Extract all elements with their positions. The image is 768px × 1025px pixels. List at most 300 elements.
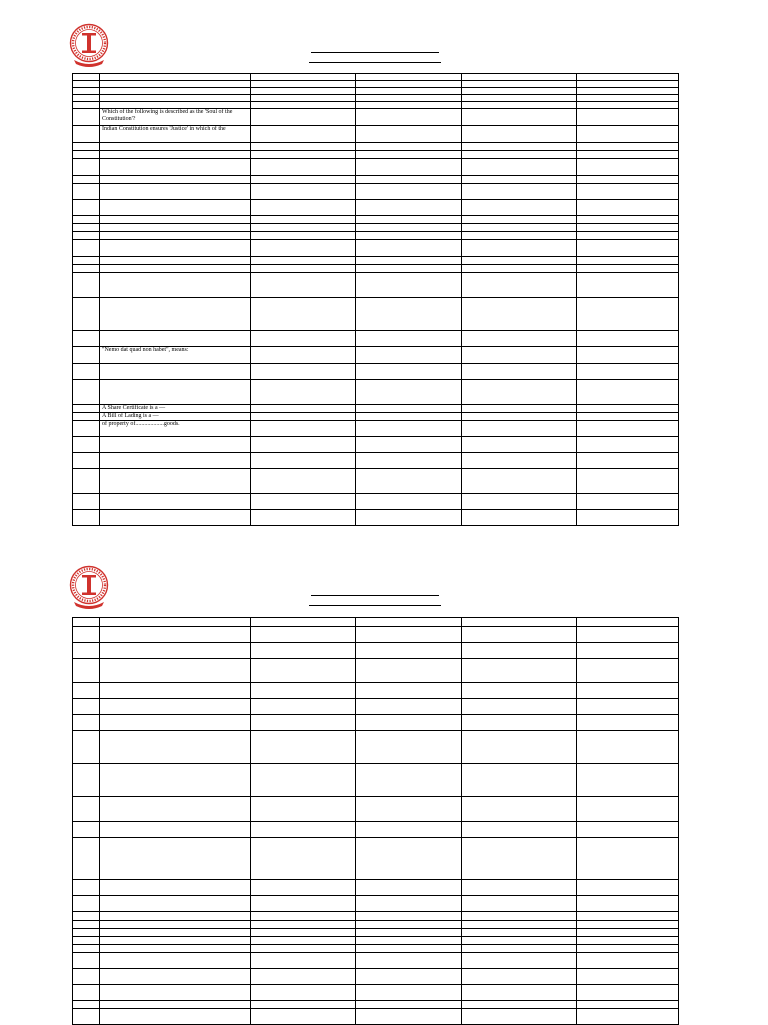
question-cell	[100, 731, 251, 764]
number-cell	[73, 88, 100, 95]
table-row	[73, 273, 679, 298]
number-cell	[73, 929, 100, 937]
table-row	[73, 643, 679, 659]
option-c-cell	[462, 1009, 577, 1025]
table-row	[73, 929, 679, 937]
option-b-cell	[356, 699, 462, 715]
number-cell	[73, 822, 100, 838]
table-row	[73, 838, 679, 880]
question-cell: A Bill of Lading is a —	[100, 413, 251, 421]
title-underline	[311, 595, 439, 596]
option-a-cell	[251, 184, 356, 200]
option-d-cell	[577, 257, 679, 265]
option-c-cell	[462, 216, 577, 224]
option-a-cell	[251, 421, 356, 437]
number-cell	[73, 437, 100, 453]
question-cell	[100, 969, 251, 985]
question-cell: "Nemo dat quad non habet", means:	[100, 347, 251, 364]
question-cell	[100, 364, 251, 380]
table-row	[73, 380, 679, 405]
option-c-cell	[462, 159, 577, 176]
option-c-cell	[462, 764, 577, 797]
question-cell	[100, 273, 251, 298]
option-d-cell	[577, 184, 679, 200]
option-a-cell	[251, 437, 356, 453]
option-c-cell	[462, 494, 577, 510]
option-a-cell	[251, 510, 356, 526]
option-b-cell	[356, 912, 462, 921]
table-row	[73, 95, 679, 102]
option-d-cell	[577, 945, 679, 953]
table-row	[73, 232, 679, 240]
option-b-cell	[356, 618, 462, 627]
option-a-cell	[251, 159, 356, 176]
option-d-cell	[577, 953, 679, 969]
option-b-cell	[356, 838, 462, 880]
option-c-cell	[462, 510, 577, 526]
table-row	[73, 822, 679, 838]
question-cell	[100, 880, 251, 896]
option-d-cell	[577, 985, 679, 1001]
option-c-cell	[462, 896, 577, 912]
option-d-cell	[577, 1009, 679, 1025]
number-cell	[73, 797, 100, 822]
option-d-cell	[577, 929, 679, 937]
number-cell	[73, 731, 100, 764]
question-cell	[100, 643, 251, 659]
option-d-cell	[577, 331, 679, 347]
table-row	[73, 764, 679, 797]
table-row	[73, 81, 679, 88]
option-d-cell	[577, 273, 679, 298]
option-d-cell	[577, 413, 679, 421]
table-row	[73, 265, 679, 273]
option-b-cell	[356, 216, 462, 224]
option-b-cell	[356, 421, 462, 437]
option-a-cell	[251, 257, 356, 265]
option-b-cell	[356, 683, 462, 699]
option-c-cell	[462, 921, 577, 929]
option-a-cell	[251, 643, 356, 659]
table-row	[73, 1009, 679, 1025]
option-c-cell	[462, 715, 577, 731]
number-cell	[73, 699, 100, 715]
option-a-cell	[251, 109, 356, 126]
option-d-cell	[577, 405, 679, 413]
option-b-cell	[356, 659, 462, 683]
option-d-cell	[577, 421, 679, 437]
option-c-cell	[462, 945, 577, 953]
table-row	[73, 126, 679, 143]
question-cell: of property of...................goods.	[100, 421, 251, 437]
table-row	[73, 469, 679, 494]
option-b-cell	[356, 347, 462, 364]
option-a-cell	[251, 95, 356, 102]
option-c-cell	[462, 953, 577, 969]
option-c-cell	[462, 683, 577, 699]
option-b-cell	[356, 184, 462, 200]
option-d-cell	[577, 109, 679, 126]
table-row	[73, 627, 679, 643]
number-cell	[73, 953, 100, 969]
question-cell	[100, 929, 251, 937]
option-c-cell	[462, 184, 577, 200]
title-underlines	[309, 52, 441, 72]
number-cell	[73, 912, 100, 921]
table-row	[73, 347, 679, 364]
option-b-cell	[356, 273, 462, 298]
option-a-cell	[251, 921, 356, 929]
option-c-cell	[462, 364, 577, 380]
number-cell	[73, 469, 100, 494]
question-cell	[100, 184, 251, 200]
question-cell	[100, 912, 251, 921]
number-cell	[73, 618, 100, 627]
question-table	[72, 73, 679, 526]
table-row	[73, 921, 679, 929]
option-b-cell	[356, 969, 462, 985]
table-row	[73, 912, 679, 921]
option-c-cell	[462, 453, 577, 469]
table-row	[73, 151, 679, 159]
option-d-cell	[577, 683, 679, 699]
option-c-cell	[462, 224, 577, 232]
option-c-cell	[462, 627, 577, 643]
table-row	[73, 896, 679, 912]
table-row	[73, 176, 679, 184]
table-row	[73, 731, 679, 764]
question-table	[72, 617, 679, 1025]
table-row	[73, 143, 679, 151]
option-b-cell	[356, 405, 462, 413]
option-a-cell	[251, 331, 356, 347]
subtitle-underline	[309, 62, 441, 63]
option-c-cell	[462, 126, 577, 143]
option-b-cell	[356, 240, 462, 257]
option-d-cell	[577, 232, 679, 240]
option-c-cell	[462, 380, 577, 405]
table-row	[73, 240, 679, 257]
option-c-cell	[462, 618, 577, 627]
question-cell	[100, 74, 251, 81]
number-cell	[73, 184, 100, 200]
number-cell	[73, 627, 100, 643]
option-d-cell	[577, 627, 679, 643]
option-a-cell	[251, 88, 356, 95]
option-b-cell	[356, 822, 462, 838]
option-b-cell	[356, 102, 462, 109]
table-row	[73, 510, 679, 526]
option-d-cell	[577, 88, 679, 95]
option-d-cell	[577, 364, 679, 380]
question-cell	[100, 151, 251, 159]
option-a-cell	[251, 232, 356, 240]
number-cell	[73, 715, 100, 731]
option-c-cell	[462, 413, 577, 421]
option-d-cell	[577, 699, 679, 715]
option-c-cell	[462, 469, 577, 494]
table-row	[73, 715, 679, 731]
option-b-cell	[356, 151, 462, 159]
option-c-cell	[462, 232, 577, 240]
option-b-cell	[356, 81, 462, 88]
option-c-cell	[462, 731, 577, 764]
option-d-cell	[577, 937, 679, 945]
number-cell	[73, 200, 100, 216]
option-a-cell	[251, 1009, 356, 1025]
number-cell	[73, 74, 100, 81]
subtitle-underline	[309, 605, 441, 606]
table-row	[73, 88, 679, 95]
number-cell	[73, 216, 100, 224]
option-a-cell	[251, 347, 356, 364]
option-b-cell	[356, 364, 462, 380]
table-row	[73, 109, 679, 126]
option-b-cell	[356, 265, 462, 273]
table-row	[73, 224, 679, 232]
option-a-cell	[251, 929, 356, 937]
option-d-cell	[577, 1001, 679, 1009]
table-row	[73, 364, 679, 380]
option-c-cell	[462, 331, 577, 347]
option-b-cell	[356, 143, 462, 151]
option-a-cell	[251, 659, 356, 683]
option-b-cell	[356, 159, 462, 176]
number-cell	[73, 102, 100, 109]
number-cell	[73, 109, 100, 126]
question-cell	[100, 437, 251, 453]
option-c-cell	[462, 421, 577, 437]
option-a-cell	[251, 494, 356, 510]
table-row	[73, 453, 679, 469]
number-cell	[73, 945, 100, 953]
question-cell	[100, 699, 251, 715]
number-cell	[73, 510, 100, 526]
question-cell	[100, 953, 251, 969]
option-c-cell	[462, 257, 577, 265]
number-cell	[73, 224, 100, 232]
table-row	[73, 331, 679, 347]
question-cell	[100, 838, 251, 880]
option-d-cell	[577, 95, 679, 102]
table-row	[73, 216, 679, 224]
option-d-cell	[577, 265, 679, 273]
table-row	[73, 953, 679, 969]
number-cell	[73, 453, 100, 469]
question-cell	[100, 331, 251, 347]
option-b-cell	[356, 510, 462, 526]
option-a-cell	[251, 969, 356, 985]
option-c-cell	[462, 822, 577, 838]
option-a-cell	[251, 405, 356, 413]
question-cell	[100, 764, 251, 797]
option-b-cell	[356, 176, 462, 184]
option-b-cell	[356, 232, 462, 240]
option-a-cell	[251, 985, 356, 1001]
question-cell	[100, 627, 251, 643]
question-cell	[100, 102, 251, 109]
number-cell	[73, 240, 100, 257]
option-b-cell	[356, 88, 462, 95]
table-row	[73, 257, 679, 265]
title-underline	[311, 52, 439, 53]
option-d-cell	[577, 838, 679, 880]
number-cell	[73, 421, 100, 437]
option-a-cell	[251, 945, 356, 953]
number-cell	[73, 126, 100, 143]
option-a-cell	[251, 143, 356, 151]
option-b-cell	[356, 257, 462, 265]
option-a-cell	[251, 126, 356, 143]
question-cell	[100, 143, 251, 151]
question-cell	[100, 216, 251, 224]
option-b-cell	[356, 985, 462, 1001]
question-cell	[100, 1001, 251, 1009]
number-cell	[73, 159, 100, 176]
option-d-cell	[577, 200, 679, 216]
option-a-cell	[251, 380, 356, 405]
option-c-cell	[462, 81, 577, 88]
option-d-cell	[577, 159, 679, 176]
option-d-cell	[577, 81, 679, 88]
option-b-cell	[356, 331, 462, 347]
option-b-cell	[356, 1001, 462, 1009]
option-d-cell	[577, 102, 679, 109]
option-a-cell	[251, 151, 356, 159]
question-cell	[100, 469, 251, 494]
option-c-cell	[462, 88, 577, 95]
option-c-cell	[462, 969, 577, 985]
question-cell	[100, 683, 251, 699]
option-b-cell	[356, 797, 462, 822]
table-row	[73, 159, 679, 176]
option-c-cell	[462, 880, 577, 896]
number-cell	[73, 265, 100, 273]
option-a-cell	[251, 273, 356, 298]
option-c-cell	[462, 298, 577, 331]
option-d-cell	[577, 731, 679, 764]
table-row	[73, 298, 679, 331]
option-b-cell	[356, 945, 462, 953]
question-cell	[100, 380, 251, 405]
option-b-cell	[356, 437, 462, 453]
number-cell	[73, 985, 100, 1001]
sheet-2	[0, 540, 768, 1024]
option-a-cell	[251, 240, 356, 257]
option-b-cell	[356, 921, 462, 929]
option-a-cell	[251, 937, 356, 945]
number-cell	[73, 1009, 100, 1025]
number-cell	[73, 232, 100, 240]
option-a-cell	[251, 822, 356, 838]
question-cell	[100, 797, 251, 822]
number-cell	[73, 380, 100, 405]
option-d-cell	[577, 176, 679, 184]
option-d-cell	[577, 216, 679, 224]
option-d-cell	[577, 659, 679, 683]
number-cell	[73, 896, 100, 912]
option-b-cell	[356, 880, 462, 896]
table-row	[73, 102, 679, 109]
option-a-cell	[251, 413, 356, 421]
question-cell	[100, 618, 251, 627]
number-cell	[73, 273, 100, 298]
table-row	[73, 969, 679, 985]
question-cell	[100, 985, 251, 1001]
question-cell	[100, 232, 251, 240]
option-b-cell	[356, 929, 462, 937]
option-d-cell	[577, 797, 679, 822]
title-underlines	[309, 595, 441, 615]
option-d-cell	[577, 969, 679, 985]
option-a-cell	[251, 469, 356, 494]
question-cell	[100, 159, 251, 176]
option-b-cell	[356, 380, 462, 405]
option-d-cell	[577, 224, 679, 232]
option-b-cell	[356, 453, 462, 469]
number-cell	[73, 683, 100, 699]
option-a-cell	[251, 715, 356, 731]
option-b-cell	[356, 627, 462, 643]
option-a-cell	[251, 200, 356, 216]
option-c-cell	[462, 176, 577, 184]
question-cell: Which of the following is described as the 'Soul of the Constitution'?	[100, 109, 251, 126]
table-row	[73, 437, 679, 453]
option-a-cell	[251, 364, 356, 380]
number-cell	[73, 937, 100, 945]
option-d-cell	[577, 715, 679, 731]
number-cell	[73, 405, 100, 413]
option-b-cell	[356, 95, 462, 102]
question-cell	[100, 88, 251, 95]
option-a-cell	[251, 298, 356, 331]
question-cell	[100, 265, 251, 273]
number-cell	[73, 880, 100, 896]
option-d-cell	[577, 74, 679, 81]
option-a-cell	[251, 216, 356, 224]
table-row	[73, 405, 679, 413]
number-cell	[73, 143, 100, 151]
option-d-cell	[577, 618, 679, 627]
number-cell	[73, 257, 100, 265]
question-cell: A Share Certificate is a —	[100, 405, 251, 413]
option-a-cell	[251, 880, 356, 896]
institute-emblem-icon	[68, 564, 110, 612]
option-c-cell	[462, 1001, 577, 1009]
table-row	[73, 880, 679, 896]
question-cell	[100, 945, 251, 953]
question-cell	[100, 822, 251, 838]
option-d-cell	[577, 912, 679, 921]
number-cell	[73, 413, 100, 421]
option-d-cell	[577, 921, 679, 929]
question-cell	[100, 1009, 251, 1025]
option-c-cell	[462, 643, 577, 659]
option-a-cell	[251, 683, 356, 699]
option-c-cell	[462, 95, 577, 102]
table-row	[73, 200, 679, 216]
number-cell	[73, 838, 100, 880]
question-cell	[100, 715, 251, 731]
option-c-cell	[462, 405, 577, 413]
option-b-cell	[356, 109, 462, 126]
question-cell	[100, 659, 251, 683]
question-cell	[100, 176, 251, 184]
option-b-cell	[356, 953, 462, 969]
option-c-cell	[462, 929, 577, 937]
table-row	[73, 797, 679, 822]
option-d-cell	[577, 764, 679, 797]
